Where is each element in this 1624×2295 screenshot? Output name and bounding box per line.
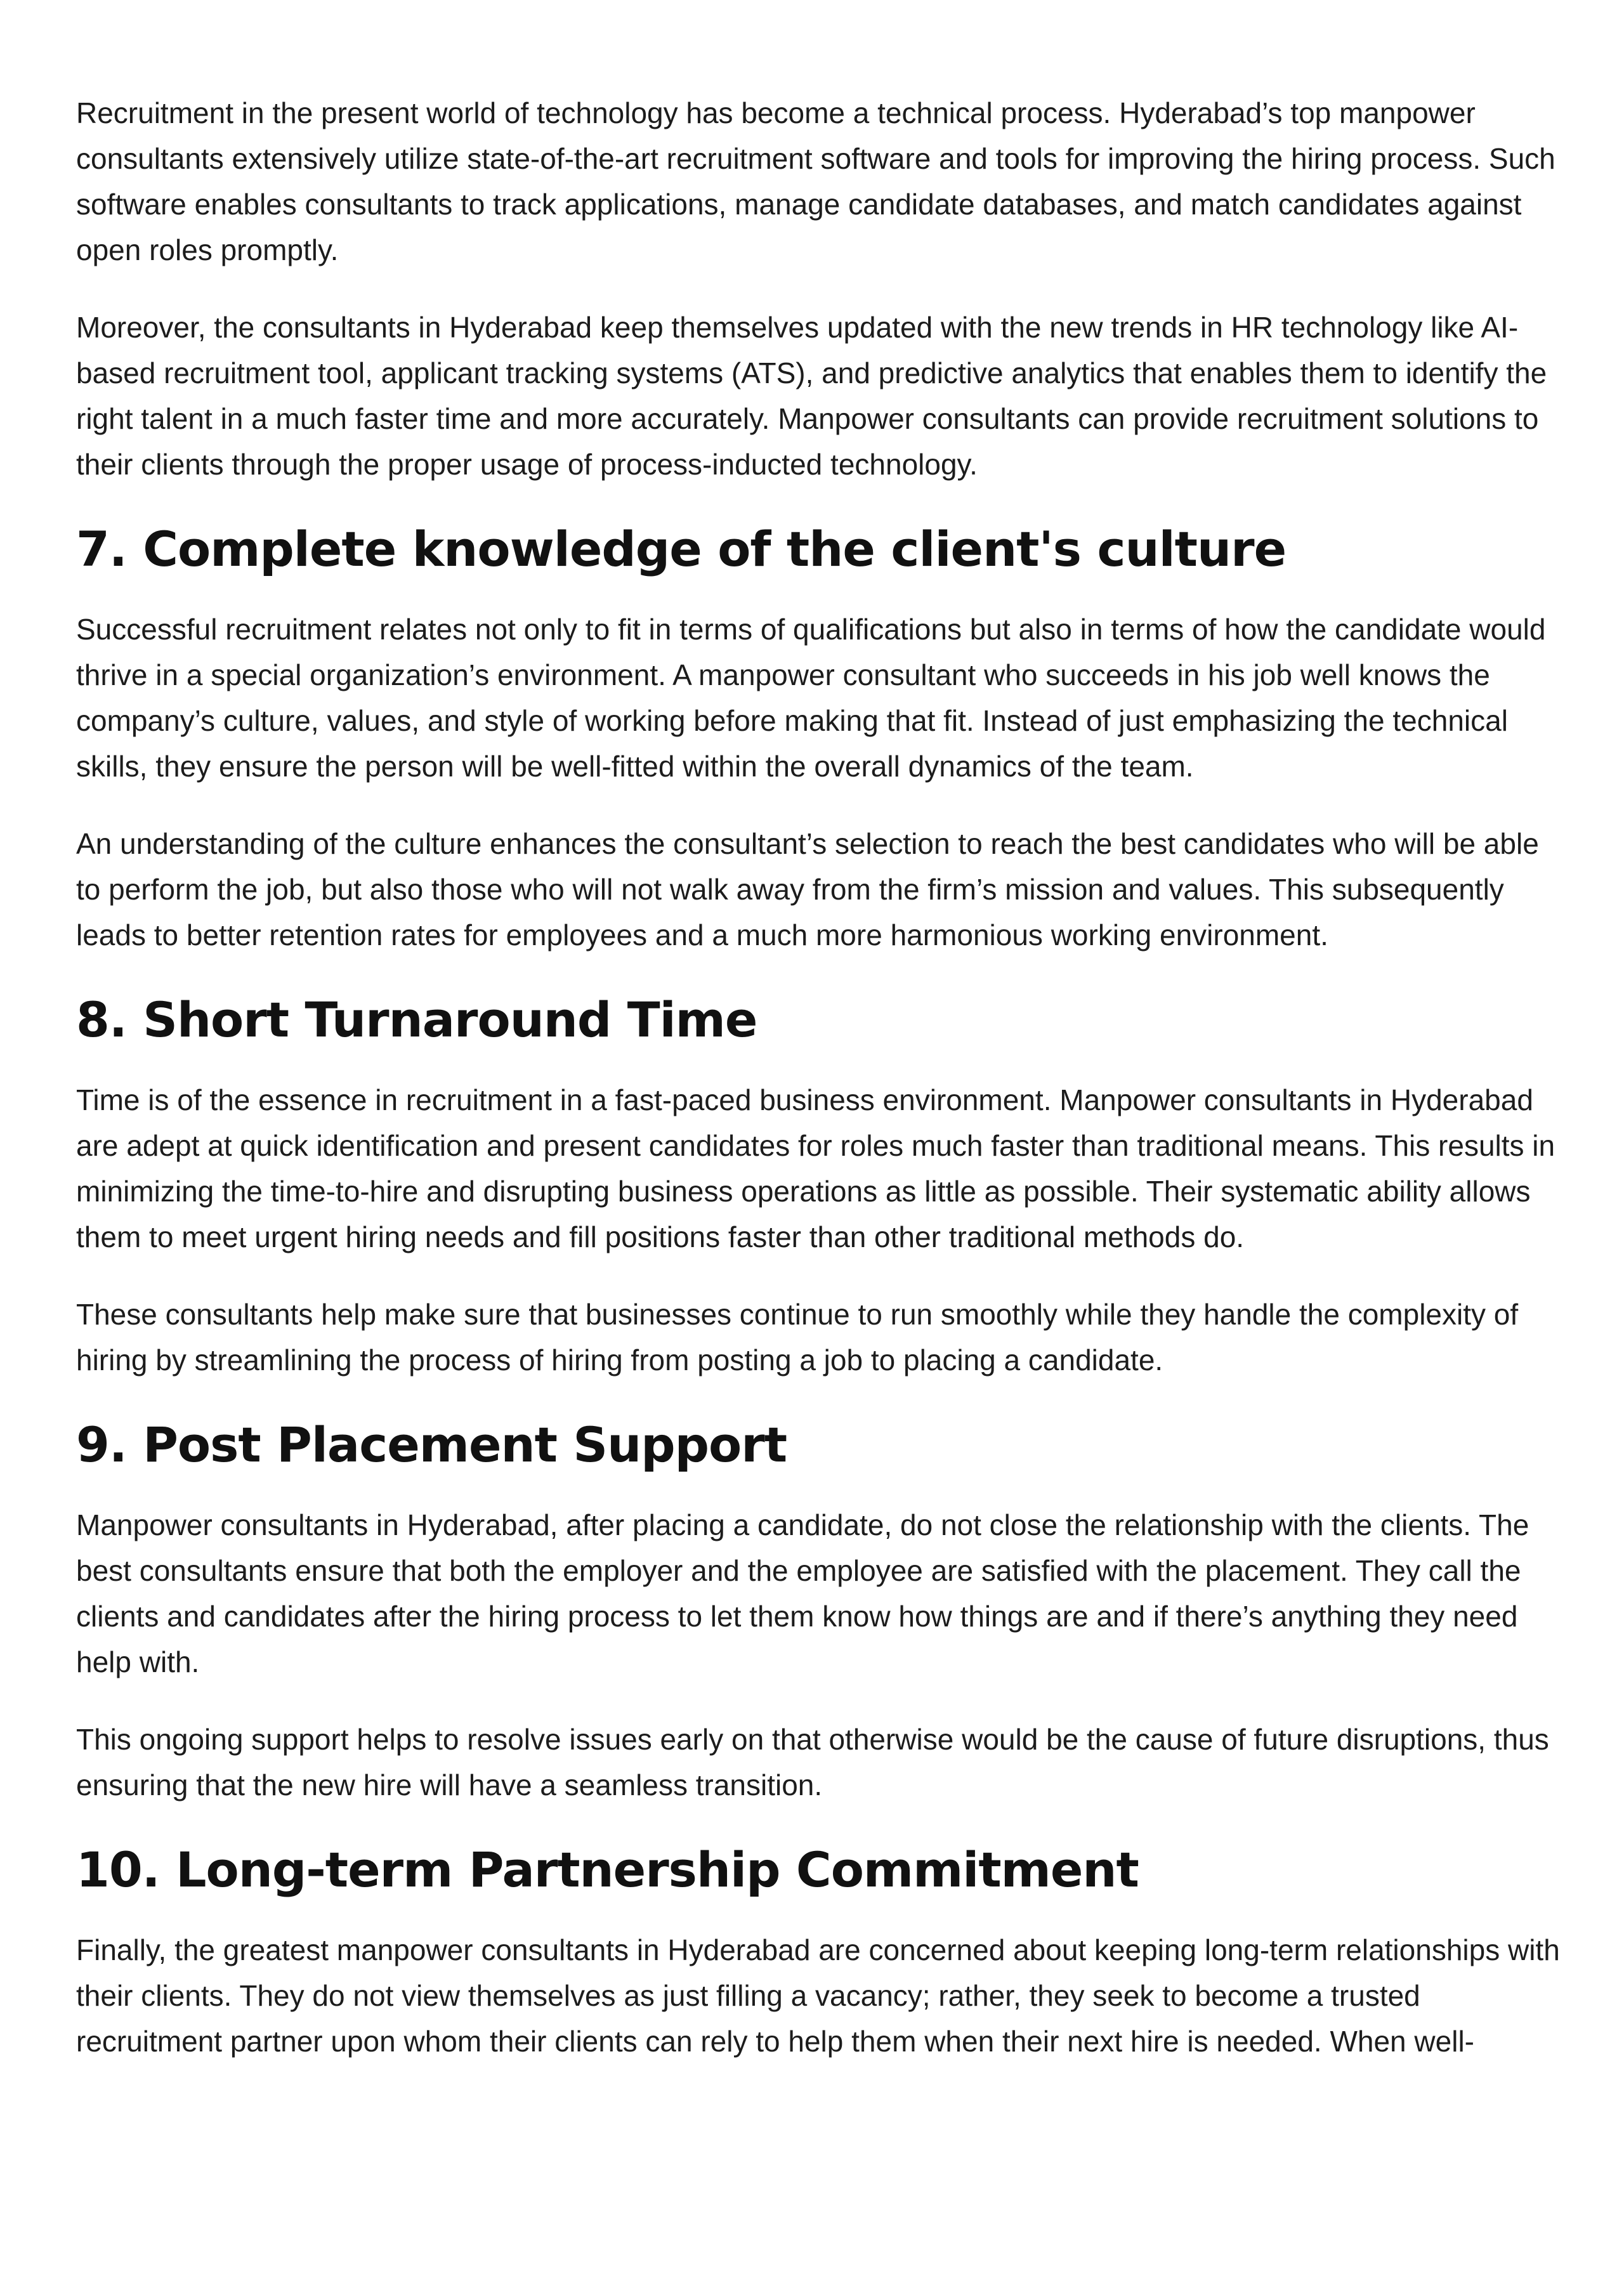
section-paragraph: This ongoing support helps to resolve issues early on that otherwise would be the cause of future disruptions, thus ensuring that the new hire will have a seamless transition. bbox=[76, 1723, 1549, 1801]
section-heading: 10. Long-term Partnership Commitment bbox=[76, 1841, 1139, 1898]
intro-paragraph-1: Recruitment in the present world of technology has become a technical process. Hyderabad’s top manpower consultants extensively utilize state-of-the-art recruitment software and tools for improving the hiring process. Such software enables consultants to track applications, manage candidate databases, and match candidates against open roles promptly. bbox=[76, 96, 1555, 266]
section-paragraph: An understanding of the culture enhances the consultant’s selection to reach the best candidates who will be able to perform the job, but also those who will not walk away from the firm’s mission and values. This subsequently leads to better retention rates for employees and a much more harmonious working environment. bbox=[76, 827, 1539, 951]
section-paragraph: These consultants help make sure that businesses continue to run smoothly while they handle the complexity of hiring by streamlining the process of hiring from posting a job to placing a candidate. bbox=[76, 1298, 1519, 1376]
section-turnaround-time bbox=[76, 990, 1561, 1383]
section-post-placement bbox=[76, 1415, 1561, 1808]
section-paragraph: Finally, the greatest manpower consultants in Hyderabad are concerned about keeping long-term relationships with their clients. They do not view themselves as just filling a vacancy; rather, they seek to become a trusted recruitment partner upon whom their clients can rely to help them when their next hire is needed. When well- bbox=[76, 1933, 1560, 2058]
section-paragraph: Manpower consultants in Hyderabad, after placing a candidate, do not close the relationship with the clients. The best consultants ensure that both the employer and the employee are satisfied with the placement. They call the clients and candidates after the hiring process to let them know how things are and if there’s anything they need help with. bbox=[76, 1508, 1529, 1678]
section-paragraph: Successful recruitment relates not only to fit in terms of qualifications but also in terms of how the candidate would thrive in a special organization’s environment. A manpower consultant who succeeds in his job well knows the company’s culture, values, and style of working before making that fit. Instead of just emphasizing the technical skills, they ensure the person will be well-fitted within the overall dynamics of the team. bbox=[76, 613, 1546, 783]
section-heading: 8. Short Turnaround Time bbox=[76, 991, 757, 1048]
document-page bbox=[76, 90, 1561, 2096]
intro-paragraph-2: Moreover, the consultants in Hyderabad keep themselves updated with the new trends in HR technology like AI-based recruitment tool, applicant tracking systems (ATS), and predictive analytics that enables them to identify the right talent in a much faster time and more accurately. Manpower consultants can provide recruitment solutions to their clients through the proper usage of process-inducted technology. bbox=[76, 311, 1547, 481]
section-client-culture bbox=[76, 519, 1561, 958]
section-paragraph: Time is of the essence in recruitment in a fast-paced business environment. Manpower consultants in Hyderabad are adept at quick identification and present candidates for roles much faster than traditional means. This results in minimizing the time-to-hire and disrupting business operations as little as possible. Their systematic ability allows them to meet urgent hiring needs and fill positions faster than other traditional methods do. bbox=[76, 1083, 1555, 1253]
section-heading: 9. Post Placement Support bbox=[76, 1416, 787, 1473]
section-long-term-partnership bbox=[76, 1840, 1561, 2064]
section-heading: 7. Complete knowledge of the client's culture bbox=[76, 521, 1287, 577]
